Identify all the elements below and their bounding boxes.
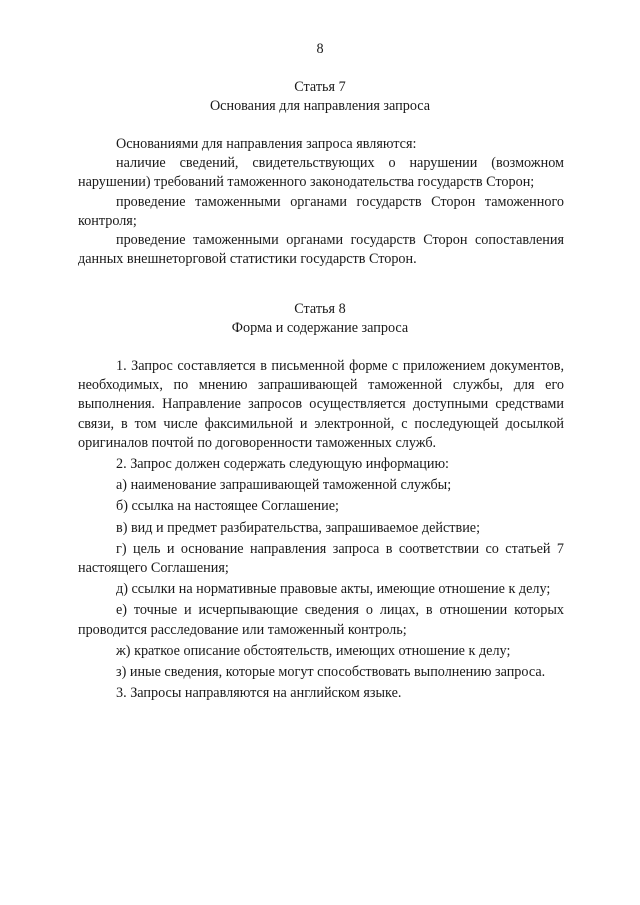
article-8-list-item: г) цель и основание направления запроса в соответствии со статьей 7 настоящего Соглашения; [78,540,564,577]
article-8-paragraph: 2. Запрос должен содержать следующую информацию: [116,456,449,473]
article-8-list-item: в) вид и предмет разбирательства, запрашиваемое действие; [116,519,481,536]
article-8-list-item: б) ссылка на настоящее Соглашение; [116,498,339,515]
article-8-title: Форма и содержание запроса [231,320,409,336]
article-8-paragraph: 1. Запрос составляется в письменной форме с приложением документов, необходимых, по мнению запрашивающей таможенной службы, для его выполнения. Направление запросов осуществляется доступными средствами связи, в том числе факсимильной и электронной, с последующей досылкой оригиналов почтой по договоренности таможенных служб. [78,358,564,451]
article-8-paragraph: 3. Запросы направляются на английском языке. [116,685,402,702]
article-7-title: Основания для направления запроса [209,98,431,114]
article-8-body [78,357,564,703]
article-7-paragraph: проведение таможенными органами государств Сторон таможенного контроля; [78,193,564,229]
article-7-paragraph: проведение таможенными органами государств Сторон сопоставления данных внешнеторговой статистики государств Сторон. [78,232,564,268]
article-8-list-item: з) иные сведения, которые могут способствовать выполнению запроса. [116,664,546,681]
article-7-body [78,135,564,269]
article-8-list-item: е) точные и исчерпывающие сведения о лицах, в отношении которых проводится расследование или таможенный контроль; [78,602,564,638]
article-7-paragraph: Основаниями для направления запроса являются: [116,136,417,152]
article-7-paragraph: наличие сведений, свидетельствующих о нарушении (возможном нарушении) требований таможенного законодательства государств Сторон; [78,155,564,191]
article-7-number: Статья 7 [294,79,346,95]
article-8-list-item: д) ссылки на нормативные правовые акты, имеющие отношение к делу; [116,581,551,598]
article-8-list-item: а) наименование запрашивающей таможенной службы; [116,477,452,494]
article-8-list-item: ж) краткое описание обстоятельств, имеющих отношение к делу; [116,642,511,659]
page-number: 8 [316,41,324,57]
article-8-number: Статья 8 [294,301,346,317]
